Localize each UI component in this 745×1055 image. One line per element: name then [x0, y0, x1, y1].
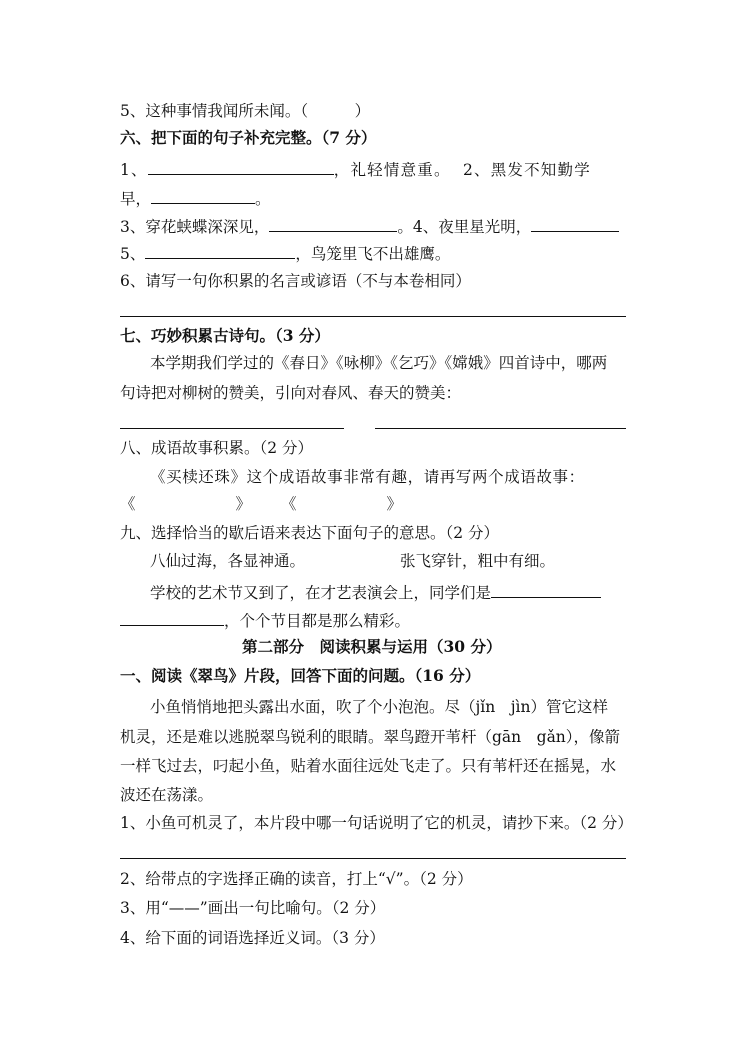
section-9-option-1: 八仙过海，各显神通。 [150, 552, 306, 570]
item-text: 。 [255, 190, 271, 208]
item-number: 5、 [120, 245, 146, 263]
paragraph-text: 学校的艺术节又到了，在才艺表演会上，同学们是 [150, 584, 492, 602]
part-2-title: 第二部分 阅读积累与运用（30 分） [242, 637, 502, 656]
section-9-paragraph-line-2 [120, 608, 630, 632]
answer-blank[interactable] [269, 214, 397, 232]
item-text: 2、黑发不知勤学 [462, 161, 591, 179]
answer-blank[interactable] [491, 580, 601, 598]
section-7-paragraph-line-2: 句诗把对柳树的赞美，引向对春风、春天的赞美： [120, 384, 462, 402]
answer-blank[interactable] [145, 241, 295, 259]
reading-passage-line-2: 机灵，还是难以逃脱翠鸟锐利的眼睛。翠鸟蹬开苇杆（gān gǎn），像箭 [120, 728, 621, 746]
item-number: 1、 [120, 161, 148, 179]
paragraph-text: ，个个节目都是那么精彩。 [224, 612, 411, 630]
answer-blank[interactable] [120, 608, 224, 626]
section-9-option-2: 张飞穿针，粗中有细。 [400, 552, 556, 570]
item-text: 3、穿花蛱蝶深深见， [120, 218, 270, 236]
answer-line[interactable] [120, 428, 344, 429]
bracket-open: 《 [281, 495, 297, 513]
section-6-item-5 [120, 241, 630, 265]
section-6-item-3-4 [120, 214, 630, 238]
section-6-item-1 [120, 157, 630, 181]
bracket-open: 《 [120, 495, 136, 513]
section-8-title: 八、成语故事积累。（2 分） [120, 439, 314, 457]
answer-line[interactable] [375, 428, 626, 429]
reading-question-1: 1、小鱼可机灵了，本片段中哪一句话说明了它的机灵，请抄下来。（2 分） [120, 814, 633, 832]
section-6-item-2-cont [120, 186, 630, 210]
reading-question-3: 3、用“——”画出一句比喻句。（2 分） [120, 899, 386, 917]
bracket-close: 》 [235, 495, 252, 513]
reading-passage-line-1: 小鱼悄悄地把头露出水面，吹了个小泡泡。尽（jǐn jìn）管它这样 [150, 698, 608, 716]
section-6-title: 六、把下面的句子补充完整。（7 分） [120, 128, 377, 147]
answer-blank[interactable] [151, 186, 255, 204]
reading-1-title: 一、阅读《翠鸟》片段，回答下面的问题。（16 分） [120, 666, 481, 685]
section-7-title: 七、巧妙积累古诗句。（3 分） [120, 326, 330, 345]
item-text: 早， [120, 190, 152, 208]
answer-line[interactable] [120, 858, 626, 859]
answer-blank[interactable] [531, 214, 619, 232]
section-6-item-6: 6、请写一句你积累的名言或谚语（不与本卷相同） [120, 272, 471, 290]
item-text: ，鸟笼里飞不出雄鹰。 [295, 245, 451, 263]
section-8-paragraph: 《买椟还珠》这个成语故事非常有趣，请再写两个成语故事： [150, 468, 585, 486]
reading-question-2: 2、给带点的字选择正确的读音，打上“√”。（2 分） [120, 870, 473, 888]
section-8-answer-row [120, 493, 630, 515]
bracket-close: 》 [386, 495, 403, 513]
reading-passage-line-3: 一样飞过去，叼起小鱼，贴着水面往远处飞走了。只有苇杆还在摇晃，水 [120, 757, 617, 775]
reading-question-4: 4、给下面的词语选择近义词。（3 分） [120, 929, 385, 947]
item-text: 。4、夜里星光明， [397, 218, 532, 236]
question-5: 5、这种事情我闻所未闻。（ ） [120, 102, 371, 120]
reading-passage-line-4: 波还在荡漾。 [120, 786, 214, 804]
section-9-title: 九、选择恰当的歇后语来表达下面句子的意思。（2 分） [120, 524, 500, 542]
section-9-paragraph-line-1 [150, 580, 630, 604]
answer-blank[interactable] [148, 157, 334, 175]
section-7-paragraph-line-1: 本学期我们学过的《春日》《咏柳》《乞巧》《嫦娥》四首诗中，哪两 [150, 354, 608, 372]
answer-line[interactable] [120, 316, 626, 317]
item-text: ，礼轻情意重。 [333, 161, 451, 179]
